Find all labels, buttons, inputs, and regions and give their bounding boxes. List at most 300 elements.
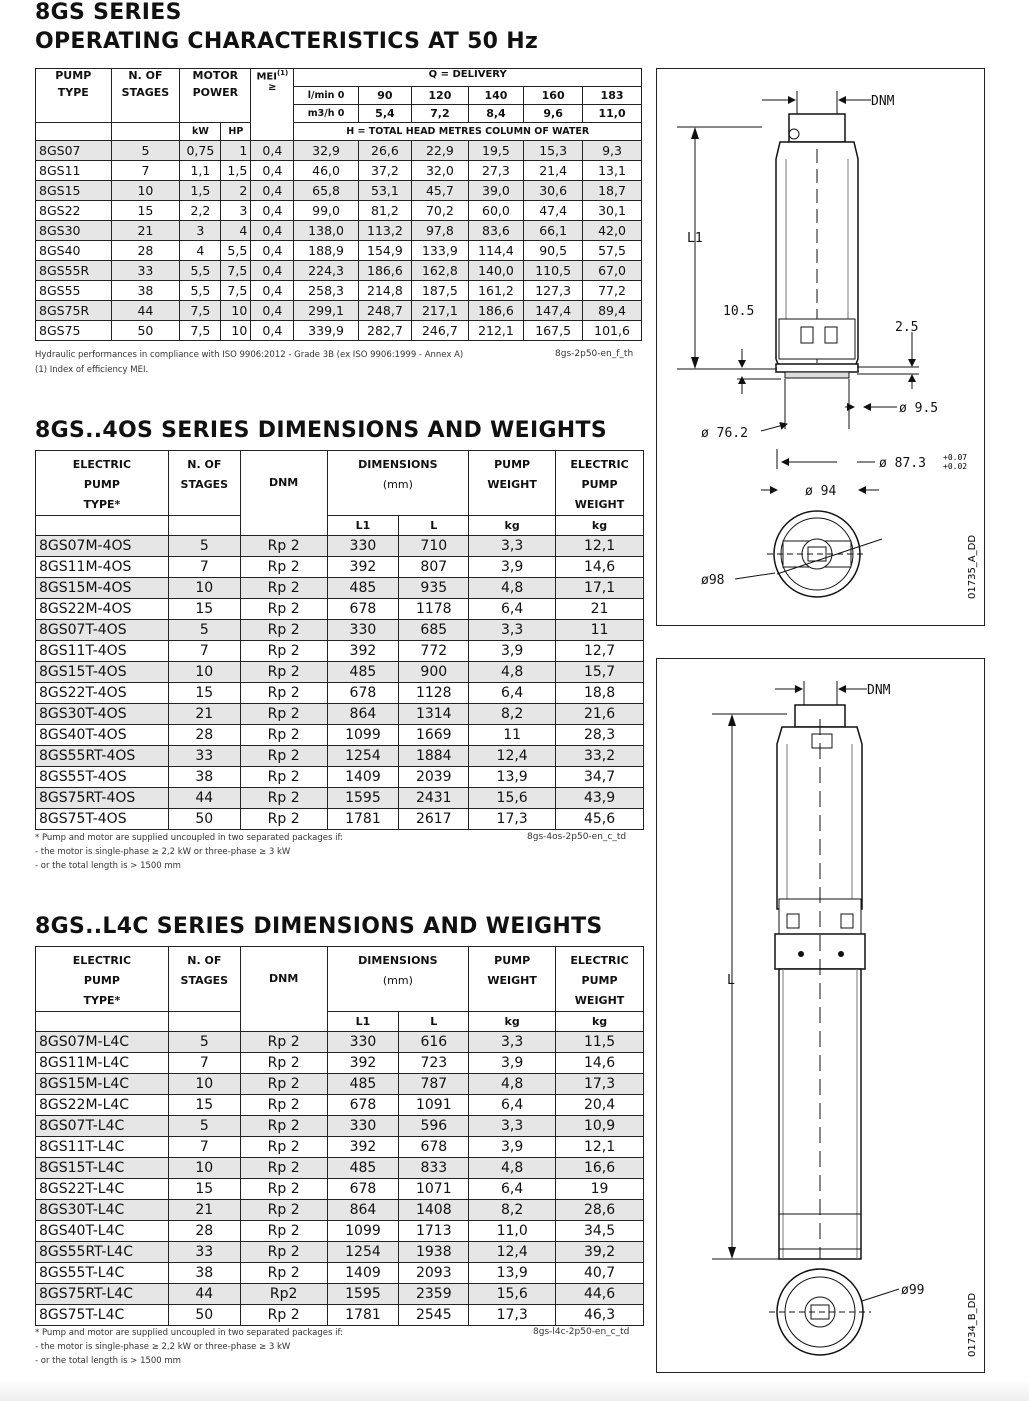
- table-cell: 39,0: [468, 181, 524, 201]
- drawing-id: 01735_A_DD: [967, 534, 978, 599]
- table-cell: 4,8: [469, 662, 556, 683]
- d873-label: ø 87.3: [879, 456, 926, 471]
- table-cell: 5: [168, 1032, 240, 1053]
- kw-header: kW: [180, 123, 221, 141]
- table-cell: Rp 2: [240, 1242, 327, 1263]
- l1-header: L1: [327, 516, 399, 536]
- table-cell: 17,3: [469, 809, 556, 830]
- table-row: [36, 1242, 644, 1263]
- table-row: [36, 221, 642, 241]
- table-cell: 2617: [399, 809, 469, 830]
- table-cell: 935: [399, 578, 469, 599]
- table-cell: 5,5: [221, 241, 251, 261]
- table-cell: 43,9: [556, 788, 644, 809]
- table-cell: 167,5: [524, 321, 583, 341]
- tolerance-lower: +0.02: [943, 462, 968, 471]
- blank-cell: [36, 123, 112, 141]
- table-row: [36, 536, 644, 557]
- single-phase-note: - the motor is single-phase ≥ 2,2 kW or three-phase ≥ 3 kW: [35, 847, 291, 857]
- pump-type-cell: 8GS15T-L4C: [36, 1158, 169, 1179]
- table-cell: 330: [327, 1116, 399, 1137]
- table-cell: 1099: [327, 725, 399, 746]
- table-row: [36, 1284, 644, 1305]
- table-cell: 1595: [327, 1284, 399, 1305]
- table-cell: Rp 2: [240, 557, 327, 578]
- table-cell: Rp 2: [240, 809, 327, 830]
- table-cell: 299,1: [294, 301, 358, 321]
- table-cell: 2431: [399, 788, 469, 809]
- table-cell: 186,6: [468, 301, 524, 321]
- table-cell: 34,7: [556, 767, 644, 788]
- table-cell: Rp 2: [240, 1116, 327, 1137]
- kg-header: kg: [556, 1012, 644, 1032]
- pump-type-cell: 8GS30: [36, 221, 112, 241]
- l-label: L: [727, 973, 735, 988]
- delivery-header: Q = DELIVERY: [294, 69, 642, 87]
- table-cell: 14,6: [556, 1053, 644, 1074]
- table-cell: 7: [111, 161, 180, 181]
- table-cell: 12,4: [469, 1242, 556, 1263]
- table-cell: 44: [111, 301, 180, 321]
- table-cell: 77,2: [583, 281, 642, 301]
- table-cell: 40,7: [556, 1263, 644, 1284]
- table-cell: 44,6: [556, 1284, 644, 1305]
- table-cell: 10: [168, 1074, 240, 1095]
- pump-type-cell: 8GS22: [36, 201, 112, 221]
- table-cell: 11: [469, 725, 556, 746]
- pump-type-cell: 8GS40T-L4C: [36, 1221, 169, 1242]
- pump-type-cell: 8GS55RT-4OS: [36, 746, 169, 767]
- pump-type-cell: 8GS15: [36, 181, 112, 201]
- table-cell: 34,5: [556, 1221, 644, 1242]
- table-cell: 0,4: [251, 141, 294, 161]
- table-cell: 392: [327, 1053, 399, 1074]
- table-cell: 81,2: [358, 201, 411, 221]
- table-cell: 10: [221, 301, 251, 321]
- uncoupled-note: * Pump and motor are supplied uncoupled in two separated packages if:: [35, 1328, 344, 1338]
- table-cell: 188,9: [294, 241, 358, 261]
- table-cell: 15,7: [556, 662, 644, 683]
- table-cell: 21: [556, 599, 644, 620]
- table-cell: 3,3: [469, 620, 556, 641]
- table-cell: 282,7: [358, 321, 411, 341]
- kg-header: kg: [469, 516, 556, 536]
- table-cell: 33: [168, 746, 240, 767]
- table-cell: 15: [168, 1179, 240, 1200]
- table-cell: 30,1: [583, 201, 642, 221]
- table-cell: 15,6: [469, 788, 556, 809]
- table-cell: 330: [327, 620, 399, 641]
- table-row: [36, 662, 644, 683]
- l1-header: L1: [327, 1012, 399, 1032]
- table-cell: 13,9: [469, 767, 556, 788]
- table-row: [36, 301, 642, 321]
- table-cell: 1128: [399, 683, 469, 704]
- pump-type-cell: 8GS11T-L4C: [36, 1137, 169, 1158]
- table-cell: 2545: [399, 1305, 469, 1326]
- table-cell: 53,1: [358, 181, 411, 201]
- table-cell: Rp 2: [240, 1074, 327, 1095]
- table-cell: 20,4: [556, 1095, 644, 1116]
- pump-type-cell: 8GS11T-4OS: [36, 641, 169, 662]
- table-cell: 18,7: [583, 181, 642, 201]
- pump-type-cell: 8GS75T-L4C: [36, 1305, 169, 1326]
- table-cell: 15,6: [469, 1284, 556, 1305]
- table-cell: 485: [327, 578, 399, 599]
- table-row: [36, 557, 644, 578]
- table-code: 8gs-4os-2p50-en_c_td: [527, 832, 627, 842]
- table-cell: 18,8: [556, 683, 644, 704]
- pump-type-cell: 8GS15M-4OS: [36, 578, 169, 599]
- table-cell: 33: [168, 1242, 240, 1263]
- table-cell: 596: [399, 1116, 469, 1137]
- pump-type-cell: 8GS75: [36, 321, 112, 341]
- table-cell: 2,2: [180, 201, 221, 221]
- table-cell: 212,1: [468, 321, 524, 341]
- table-cell: 4: [221, 221, 251, 241]
- table-cell: 864: [327, 1200, 399, 1221]
- table-cell: 161,2: [468, 281, 524, 301]
- kg-header: kg: [469, 1012, 556, 1032]
- table-cell: 1408: [399, 1200, 469, 1221]
- table-cell: 723: [399, 1053, 469, 1074]
- table-row: [36, 1116, 644, 1137]
- table-cell: 392: [327, 1137, 399, 1158]
- table-row: [36, 1053, 644, 1074]
- q-m3h-cell: 8,4: [468, 105, 524, 123]
- pump-type-header: PUMP TYPE: [36, 69, 112, 123]
- d94-label: ø 94: [805, 484, 837, 499]
- table-cell: 47,4: [524, 201, 583, 221]
- table-row: [36, 704, 644, 725]
- table-cell: 17,3: [469, 1305, 556, 1326]
- table-cell: 187,5: [412, 281, 469, 301]
- blank-cell: [111, 123, 180, 141]
- d762-label: ø 76.2: [701, 426, 748, 441]
- table-cell: 22,9: [412, 141, 469, 161]
- pump-weight-header: PUMP WEIGHT: [469, 947, 556, 1012]
- series-title: 8GS SERIES: [35, 0, 182, 25]
- table-cell: 214,8: [358, 281, 411, 301]
- table-cell: 12,7: [556, 641, 644, 662]
- table-cell: 900: [399, 662, 469, 683]
- table-cell: Rp 2: [240, 767, 327, 788]
- table-cell: 1409: [327, 767, 399, 788]
- table-cell: Rp 2: [240, 1221, 327, 1242]
- table-cell: 1,1: [180, 161, 221, 181]
- table-cell: 807: [399, 557, 469, 578]
- table-cell: 2359: [399, 1284, 469, 1305]
- table-cell: 1713: [399, 1221, 469, 1242]
- pump-type-cell: 8GS07M-L4C: [36, 1032, 169, 1053]
- operating-characteristics-table: [35, 68, 642, 341]
- table-cell: 15: [168, 599, 240, 620]
- table-row: [36, 599, 644, 620]
- table-row: [36, 1032, 644, 1053]
- table-cell: 138,0: [294, 221, 358, 241]
- table-row: [36, 1200, 644, 1221]
- table-cell: 57,5: [583, 241, 642, 261]
- table-cell: 0,4: [251, 301, 294, 321]
- table-cell: 44: [168, 1284, 240, 1305]
- table-cell: 10: [168, 1158, 240, 1179]
- table-cell: 83,6: [468, 221, 524, 241]
- table-cell: 65,8: [294, 181, 358, 201]
- table-cell: 3,3: [469, 536, 556, 557]
- table-cell: 15: [111, 201, 180, 221]
- table-cell: 19,5: [468, 141, 524, 161]
- hydraulic-note: Hydraulic performances in compliance with ISO 9906:2012 - Grade 3B (ex ISO 9906:1999 - Annex A): [35, 350, 464, 360]
- table-cell: Rp 2: [240, 788, 327, 809]
- table-row: [36, 767, 644, 788]
- d95-label: ø 9.5: [899, 401, 939, 416]
- q-m3h-cell: 9,6: [524, 105, 583, 123]
- table-cell: 3,9: [469, 557, 556, 578]
- l-header: L: [399, 516, 469, 536]
- electric-pump-weight-header: ELECTRIC PUMP WEIGHT: [556, 451, 644, 516]
- table-cell: Rp 2: [240, 1200, 327, 1221]
- table-cell: Rp 2: [240, 1095, 327, 1116]
- table-cell: 26,6: [358, 141, 411, 161]
- table-cell: 0,4: [251, 261, 294, 281]
- table-cell: 1669: [399, 725, 469, 746]
- pump-type-cell: 8GS11: [36, 161, 112, 181]
- table-cell: Rp 2: [240, 725, 327, 746]
- table-row: [36, 725, 644, 746]
- table-cell: 1091: [399, 1095, 469, 1116]
- pump-type-cell: 8GS07T-4OS: [36, 620, 169, 641]
- motor-power-header: MOTOR POWER: [180, 69, 251, 123]
- table-cell: 162,8: [412, 261, 469, 281]
- table-cell: Rp 2: [240, 683, 327, 704]
- blank-cell: [36, 1012, 169, 1032]
- table-cell: 11,5: [556, 1032, 644, 1053]
- table-cell: 224,3: [294, 261, 358, 281]
- q-lmin-cell: 90: [358, 87, 411, 105]
- table-cell: Rp 2: [240, 1305, 327, 1326]
- table-cell: 7: [168, 557, 240, 578]
- table-cell: 42,0: [583, 221, 642, 241]
- table-cell: 7,5: [180, 301, 221, 321]
- table-cell: 28,3: [556, 725, 644, 746]
- table-cell: 10: [111, 181, 180, 201]
- table-cell: 11: [556, 620, 644, 641]
- table-cell: 4: [180, 241, 221, 261]
- mei-note: (1) Index of efficiency MEI.: [35, 365, 149, 375]
- table-cell: 10: [168, 662, 240, 683]
- table-cell: 7,5: [221, 281, 251, 301]
- table-row: [36, 788, 644, 809]
- table-cell: 3,9: [469, 641, 556, 662]
- table-cell: 113,2: [358, 221, 411, 241]
- table-cell: 248,7: [358, 301, 411, 321]
- table-cell: 15: [168, 683, 240, 704]
- pump-l4c-illustration: [657, 659, 984, 1372]
- table-cell: 5: [168, 620, 240, 641]
- table-cell: 50: [168, 809, 240, 830]
- operating-characteristics-title: OPERATING CHARACTERISTICS AT 50 Hz: [35, 29, 539, 54]
- pump-type-cell: 8GS15M-L4C: [36, 1074, 169, 1095]
- table-cell: 3: [221, 201, 251, 221]
- dnm-header: DNM: [240, 947, 327, 1032]
- table-cell: 3,9: [469, 1053, 556, 1074]
- pump-type-cell: 8GS40T-4OS: [36, 725, 169, 746]
- table-cell: Rp 2: [240, 578, 327, 599]
- electric-pump-type-header: ELECTRIC PUMP TYPE*: [36, 947, 169, 1012]
- dimensions-header: DIMENSIONS (mm): [327, 451, 469, 516]
- table-row: [36, 261, 642, 281]
- table-cell: 17,1: [556, 578, 644, 599]
- table-row: [36, 683, 644, 704]
- table-cell: 97,8: [412, 221, 469, 241]
- pump-type-cell: 8GS75RT-4OS: [36, 788, 169, 809]
- table-cell: 10,9: [556, 1116, 644, 1137]
- table-cell: 12,1: [556, 1137, 644, 1158]
- tolerance-upper: +0.07: [943, 453, 968, 462]
- table-cell: 89,4: [583, 301, 642, 321]
- table-cell: 33,2: [556, 746, 644, 767]
- table-cell: 44: [168, 788, 240, 809]
- table-row: [36, 181, 642, 201]
- pump-type-cell: 8GS15T-4OS: [36, 662, 169, 683]
- table-cell: 4,8: [469, 578, 556, 599]
- l-header: L: [399, 1012, 469, 1032]
- table-cell: 3,9: [469, 1137, 556, 1158]
- table-cell: 5,5: [180, 261, 221, 281]
- dimensions-4os-table: [35, 450, 644, 830]
- table-row: [36, 281, 642, 301]
- table-cell: Rp 2: [240, 662, 327, 683]
- table-cell: 19: [556, 1179, 644, 1200]
- table-row: [36, 201, 642, 221]
- total-length-note: - or the total length is > 1500 mm: [35, 1356, 181, 1366]
- electric-pump-type-header: ELECTRIC PUMP TYPE*: [36, 451, 169, 516]
- table-cell: 1254: [327, 746, 399, 767]
- table-cell: 2039: [399, 767, 469, 788]
- table-cell: Rp 2: [240, 1158, 327, 1179]
- pump-type-cell: 8GS22T-L4C: [36, 1179, 169, 1200]
- table-cell: 833: [399, 1158, 469, 1179]
- table-cell: 90,5: [524, 241, 583, 261]
- table-cell: 5: [168, 1116, 240, 1137]
- table-cell: 21: [111, 221, 180, 241]
- pump-type-cell: 8GS40: [36, 241, 112, 261]
- table-cell: 50: [168, 1305, 240, 1326]
- table-cell: 13,9: [469, 1263, 556, 1284]
- pump-type-cell: 8GS22M-L4C: [36, 1095, 169, 1116]
- pump-type-cell: 8GS07T-L4C: [36, 1116, 169, 1137]
- table-cell: 133,9: [412, 241, 469, 261]
- table-cell: 32,9: [294, 141, 358, 161]
- table-cell: 147,4: [524, 301, 583, 321]
- table-row: [36, 620, 644, 641]
- table-cell: 7: [168, 1137, 240, 1158]
- table-cell: 5: [168, 536, 240, 557]
- table-cell: 39,2: [556, 1242, 644, 1263]
- table-cell: Rp 2: [240, 1137, 327, 1158]
- table-cell: 485: [327, 1074, 399, 1095]
- table-cell: 38: [168, 1263, 240, 1284]
- table-cell: 0,4: [251, 201, 294, 221]
- table-code: 8gs-2p50-en_f_th: [555, 349, 634, 359]
- blank-cell: [36, 516, 169, 536]
- pump-type-cell: 8GS55: [36, 281, 112, 301]
- table-cell: 10: [221, 321, 251, 341]
- table-cell: 8,2: [469, 1200, 556, 1221]
- dnm-label: DNM: [867, 683, 891, 698]
- table-cell: 0,4: [251, 241, 294, 261]
- uncoupled-note: * Pump and motor are supplied uncoupled in two separated packages if:: [35, 833, 344, 843]
- table-cell: 339,9: [294, 321, 358, 341]
- table-cell: 1071: [399, 1179, 469, 1200]
- table-cell: 6,4: [469, 1179, 556, 1200]
- single-phase-note: - the motor is single-phase ≥ 2,2 kW or three-phase ≥ 3 kW: [35, 1342, 291, 1352]
- table-cell: 0,4: [251, 281, 294, 301]
- q-m3h-cell: 5,4: [358, 105, 411, 123]
- pump-type-cell: 8GS55RT-L4C: [36, 1242, 169, 1263]
- table-cell: 38: [168, 767, 240, 788]
- q-lmin-cell: 140: [468, 87, 524, 105]
- d105-label: 10.5: [723, 304, 755, 319]
- table-cell: 16,6: [556, 1158, 644, 1179]
- table-cell: 258,3: [294, 281, 358, 301]
- table-cell: 1254: [327, 1242, 399, 1263]
- table-row: [36, 809, 644, 830]
- blank-cell: [168, 516, 240, 536]
- table-cell: Rp 2: [240, 536, 327, 557]
- table-cell: 7,5: [180, 321, 221, 341]
- table-cell: 485: [327, 662, 399, 683]
- table-cell: 864: [327, 704, 399, 725]
- table-cell: 2093: [399, 1263, 469, 1284]
- table-cell: 710: [399, 536, 469, 557]
- table-cell: 9,3: [583, 141, 642, 161]
- table-cell: 45,7: [412, 181, 469, 201]
- table-cell: 4,8: [469, 1074, 556, 1095]
- q-lmin-cell: 183: [583, 87, 642, 105]
- pump-type-cell: 8GS75RT-L4C: [36, 1284, 169, 1305]
- table-row: [36, 241, 642, 261]
- table-cell: 127,3: [524, 281, 583, 301]
- table-cell: 8,2: [469, 704, 556, 725]
- table-cell: 5,5: [180, 281, 221, 301]
- electric-pump-weight-header: ELECTRIC PUMP WEIGHT: [556, 947, 644, 1012]
- kg-header: kg: [556, 516, 644, 536]
- q-m3h-cell: 11,0: [583, 105, 642, 123]
- table-cell: 0,4: [251, 181, 294, 201]
- table-cell: 154,9: [358, 241, 411, 261]
- table-cell: 678: [327, 683, 399, 704]
- section-title-4os: 8GS..4OS SERIES DIMENSIONS AND WEIGHTS: [35, 418, 607, 443]
- table-row: [36, 641, 644, 662]
- table-cell: 21: [168, 704, 240, 725]
- table-cell: 2: [221, 181, 251, 201]
- table-cell: 15,3: [524, 141, 583, 161]
- table-cell: 37,2: [358, 161, 411, 181]
- d99-label: ø99: [901, 1283, 925, 1298]
- table-cell: 330: [327, 1032, 399, 1053]
- table-cell: 678: [327, 1179, 399, 1200]
- table-cell: 30,6: [524, 181, 583, 201]
- table-cell: 678: [399, 1137, 469, 1158]
- table-cell: 1595: [327, 788, 399, 809]
- table-cell: 6,4: [469, 1095, 556, 1116]
- table-cell: 6,4: [469, 683, 556, 704]
- pump-type-cell: 8GS55T-4OS: [36, 767, 169, 788]
- table-cell: 13,1: [583, 161, 642, 181]
- table-cell: 217,1: [412, 301, 469, 321]
- table-row: [36, 1137, 644, 1158]
